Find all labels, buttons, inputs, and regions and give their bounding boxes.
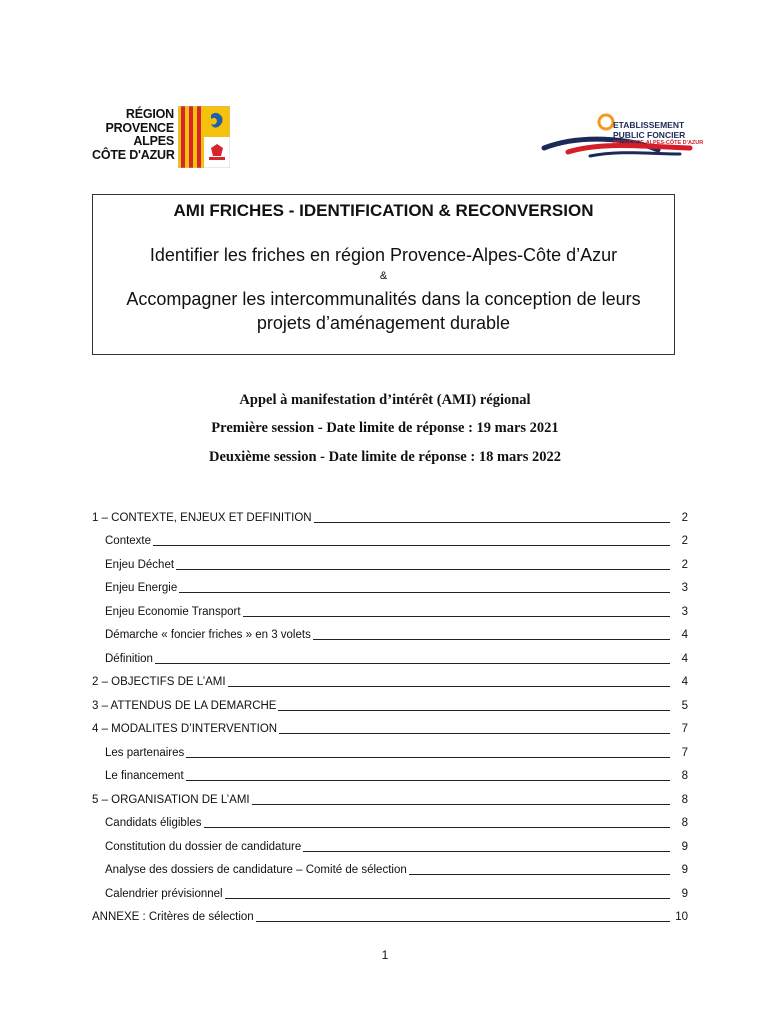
toc-leader-line [186, 756, 670, 758]
toc-entry-label: Contexte [105, 535, 152, 547]
call-session-2: Deuxième session - Date limite de réponse : 18 mars 2022 [209, 449, 561, 465]
toc-leader-line [153, 544, 670, 546]
toc-entry-label: Constitution du dossier de candidature [105, 840, 302, 853]
toc-entry-page: 10 [675, 911, 688, 923]
toc-entry-label: Calendrier prévisionnel [105, 887, 223, 900]
toc-entry-label: 5 – ORGANISATION DE L’AMI [92, 793, 250, 806]
toc-entry-page: 5 [681, 699, 688, 712]
region-logo-line: CÔTE D'AZUR [92, 147, 175, 162]
toc-entry-page: 4 [681, 652, 688, 665]
region-logo-line: PROVENCE [105, 120, 174, 135]
toc-entry-label: Le financement [105, 770, 184, 782]
region-logo [92, 104, 232, 166]
table-of-contents [92, 504, 688, 927]
toc-entry[interactable] [92, 669, 688, 693]
region-logo-line: ALPES [133, 134, 174, 148]
toc-leader-line [228, 685, 670, 687]
region-logo-line: RÉGION [125, 107, 174, 121]
epf-logo-line: ETABLISSEMENT [613, 120, 685, 130]
region-logo-text [92, 108, 174, 162]
toc-entry[interactable] [92, 528, 688, 552]
toc-leader-line [303, 850, 670, 852]
epf-logo-text [613, 120, 703, 147]
toc-entry-label: Enjeu Energie [105, 582, 178, 594]
toc-entry[interactable] [92, 786, 688, 810]
toc-entry-page: 7 [681, 723, 688, 735]
toc-entry-page: 9 [681, 864, 688, 876]
toc-leader-line [225, 897, 670, 899]
toc-entry[interactable] [92, 575, 688, 599]
toc-entry-label: ANNEXE : Critères de sélection [92, 911, 254, 923]
toc-entry[interactable] [92, 645, 688, 669]
toc-entry-page: 2 [681, 535, 688, 547]
toc-entry-label: 1 – CONTEXTE, ENJEUX ET DEFINITION [92, 511, 312, 524]
toc-leader-line [204, 826, 670, 828]
toc-entry-page: 9 [681, 887, 688, 900]
toc-entry-page: 4 [681, 676, 688, 688]
toc-leader-line [176, 568, 670, 570]
region-coat-of-arms-icon [178, 106, 230, 168]
toc-entry-label: Définition [105, 652, 153, 665]
toc-entry-page: 8 [681, 817, 688, 829]
toc-entry[interactable] [92, 716, 688, 740]
toc-entry[interactable] [92, 551, 688, 575]
toc-entry-page: 2 [681, 511, 688, 524]
toc-entry-label: 3 – ATTENDUS DE LA DEMARCHE [92, 699, 277, 712]
document-title: AMI FRICHES - IDENTIFICATION & RECONVERSION [173, 201, 594, 220]
title-subtitle-1: Identifier les friches en région Provence-Alpes-Côte d’Azur [149, 245, 618, 265]
toc-entry[interactable] [92, 904, 688, 928]
toc-entry[interactable] [92, 810, 688, 834]
toc-entry[interactable] [92, 692, 688, 716]
toc-entry[interactable] [92, 622, 688, 646]
toc-leader-line [252, 803, 670, 805]
page-number: 1 [381, 948, 389, 962]
toc-entry-page: 4 [681, 629, 688, 641]
toc-entry-page: 2 [681, 558, 688, 571]
toc-leader-line [279, 732, 670, 734]
toc-entry-page: 8 [681, 793, 688, 806]
toc-entry-label: 4 – MODALITES D’INTERVENTION [92, 723, 278, 735]
epf-logo-subline: PROVENCE-ALPES-CÔTE D'AZUR [613, 140, 704, 146]
title-ampersand: & [379, 270, 388, 282]
toc-entry-page: 7 [681, 746, 688, 759]
toc-entry-label: Enjeu Economie Transport [105, 605, 241, 618]
toc-entry-page: 3 [681, 605, 688, 618]
toc-entry-label: Enjeu Déchet [105, 558, 175, 571]
toc-entry[interactable] [92, 739, 688, 763]
toc-entry-page: 9 [681, 840, 688, 853]
toc-leader-line [313, 638, 670, 640]
call-heading: Appel à manifestation d’intérêt (AMI) régional [239, 392, 531, 408]
toc-entry-page: 8 [681, 770, 688, 782]
epf-logo [540, 108, 704, 168]
toc-leader-line [314, 521, 670, 523]
toc-entry-label: Démarche « foncier friches » en 3 volets [105, 629, 311, 641]
epf-logo-line: PUBLIC FONCIER [613, 130, 686, 140]
toc-entry[interactable] [92, 763, 688, 787]
toc-entry-label: Les partenaires [105, 746, 185, 759]
toc-leader-line [409, 873, 670, 875]
toc-leader-line [243, 615, 670, 617]
toc-leader-line [186, 779, 670, 781]
toc-leader-line [155, 662, 670, 664]
title-box [92, 194, 675, 355]
toc-entry[interactable] [92, 504, 688, 528]
call-session-1: Première session - Date limite de réponse : 19 mars 2021 [211, 420, 559, 436]
toc-entry[interactable] [92, 857, 688, 881]
toc-entry[interactable] [92, 598, 688, 622]
toc-entry[interactable] [92, 880, 688, 904]
toc-entry-page: 3 [681, 582, 688, 594]
toc-leader-line [256, 920, 670, 922]
toc-leader-line [278, 709, 670, 711]
toc-entry[interactable] [92, 833, 688, 857]
toc-entry-label: Candidats éligibles [105, 817, 202, 829]
title-subtitle-2: Accompagner les intercommunalités dans la conception de leurs projets d’aménagement durable [126, 289, 641, 333]
toc-leader-line [179, 591, 670, 593]
toc-entry-label: Analyse des dossiers de candidature – Comité de sélection [105, 864, 407, 876]
toc-entry-label: 2 – OBJECTIFS DE L’AMI [92, 676, 226, 688]
